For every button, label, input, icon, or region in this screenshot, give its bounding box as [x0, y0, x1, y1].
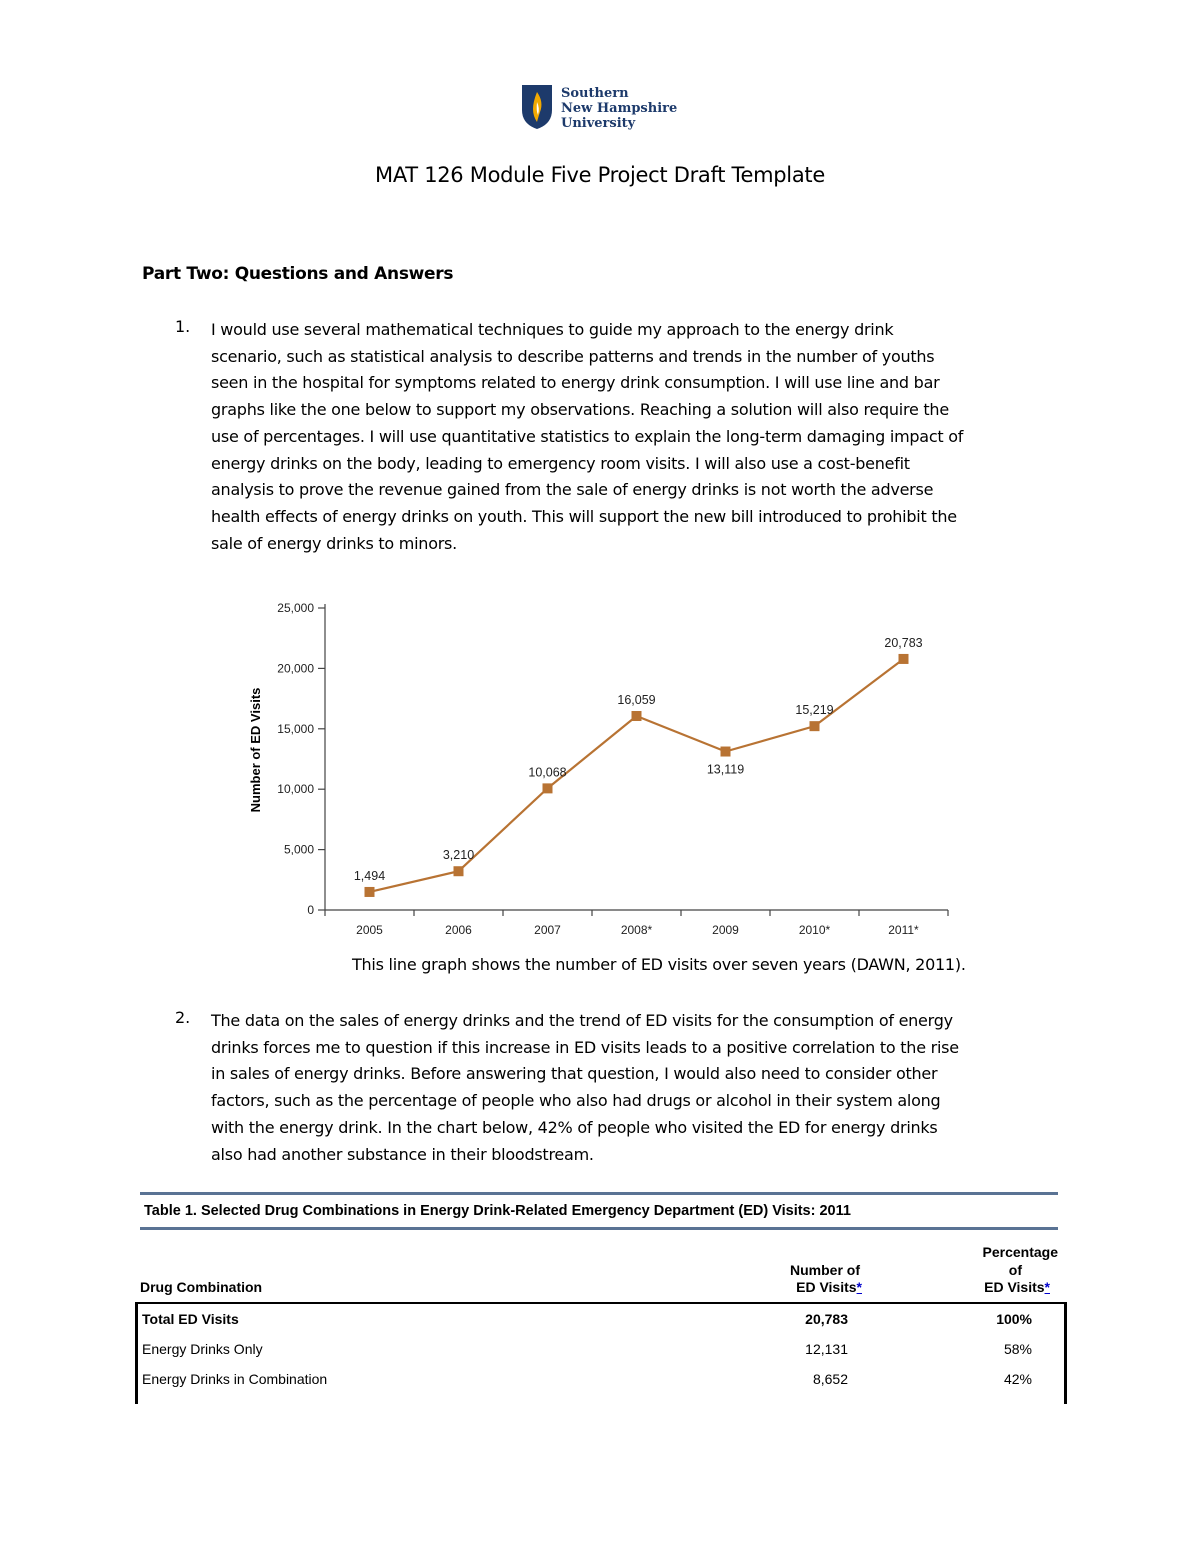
text-line: factors, such as the percentage of people who also had drugs or alcohol in their system along [211, 1091, 941, 1111]
logo-line-3: University [561, 116, 636, 131]
text-line: scenario, such as statistical analysis to describe patterns and trends in the number of youths [211, 346, 935, 366]
text-line: analysis to prove the revenue gained from the sale of energy drinks is not worth the adverse [211, 480, 934, 500]
table-title: Table 1. Selected Drug Combinations in Energy Drink-Related Emergency Department (ED) Visits: 2011 [144, 1203, 851, 1219]
logo-wordmark [561, 86, 677, 131]
flame-shield-icon [521, 84, 553, 130]
series-marks-group [354, 636, 923, 897]
chart-caption: This line graph shows the number of ED visits over seven years (DAWN, 2011). [352, 955, 966, 974]
text-line: drinks forces me to question if this increase in ED visits leads to a positive correlation to the rise [211, 1037, 959, 1057]
column-header-drug-combination: Drug Combination [140, 1279, 263, 1295]
row-label-total: Total ED Visits [142, 1311, 239, 1327]
table-title-rule [140, 1227, 1058, 1230]
data-label: 13,119 [706, 762, 745, 777]
x-tick-label: 2006 [445, 923, 472, 937]
text-line: health effects of energy drinks on youth. This will support the new bill introduced to prohibit the [211, 506, 957, 526]
logo-line-2: New Hampshire [561, 101, 678, 116]
question-1-text [211, 317, 1071, 557]
logo-line-1: Southern [561, 86, 629, 101]
row-percent-combination: 42% [1003, 1371, 1032, 1387]
x-tick-label: 2005 [356, 923, 383, 937]
row-label-energy-only: Energy Drinks Only [142, 1341, 263, 1357]
x-tick-label: 2009 [712, 923, 739, 937]
y-tick-label: 5,000 [283, 842, 314, 857]
column-header-percent-line-3: ED Visits* [984, 1279, 1050, 1295]
text-line: use of percentages. I will use quantitative statistics to explain the long-term damaging impact of [211, 426, 964, 446]
row-percent-energy-only: 58% [1003, 1341, 1032, 1357]
table-body-frame [135, 1302, 1067, 1404]
section-heading: Part Two: Questions and Answers [142, 264, 454, 284]
text-line: energy drinks on the body, leading to emergency room visits. I will also use a cost-benefit [211, 453, 910, 473]
y-tick-label: 20,000 [277, 661, 314, 676]
data-label: 20,783 [884, 635, 923, 650]
question-2-text [211, 1008, 1071, 1168]
row-number-combination: 8,652 [812, 1371, 848, 1387]
x-tick-label: 2010* [798, 923, 831, 937]
column-header-number-line-2: ED Visits* [796, 1279, 862, 1295]
row-percent-total: 100% [996, 1311, 1032, 1327]
data-label: 15,219 [795, 703, 834, 718]
text-line: I would use several mathematical techniques to guide my approach to the energy drink [211, 320, 894, 339]
data-point-marker [365, 887, 375, 897]
column-header-number-line-1: Number of [790, 1262, 860, 1278]
y-tick-label: 10,000 [277, 782, 314, 797]
data-label: 1,494 [353, 868, 386, 883]
text-line: graphs like the one below to support my observations. Reaching a solution will also require the [211, 400, 949, 420]
question-number: 2. [175, 1008, 191, 1027]
data-point-marker [721, 747, 731, 757]
y-tick-label: 25,000 [277, 601, 314, 615]
y-axis-label: Number of ED Visits [248, 687, 263, 813]
data-point-marker [543, 783, 553, 793]
text-line: seen in the hospital for symptoms related to energy drink consumption. I will use line and bar [211, 373, 940, 393]
data-point-marker [810, 721, 820, 731]
row-number-total: 20,783 [805, 1311, 848, 1327]
text-line: The data on the sales of energy drinks and the trend of ED visits for the consumption of energy [211, 1011, 953, 1030]
row-label-combination: Energy Drinks in Combination [142, 1371, 328, 1387]
column-header-percent-line-2: of [1008, 1262, 1022, 1278]
data-point-marker [899, 654, 909, 664]
text-line: sale of energy drinks to minors. [211, 533, 457, 553]
data-point-marker [454, 866, 464, 876]
data-label: 3,210 [442, 848, 475, 863]
text-line: in sales of energy drinks. Before answering that question, I would also need to consider other [211, 1064, 938, 1084]
data-point-marker [632, 711, 642, 721]
text-line: with the energy drink. In the chart below, 42% of people who visited the ED for energy drinks [211, 1117, 938, 1137]
footnote-link[interactable]: * [1044, 1279, 1050, 1295]
university-logo [521, 84, 691, 134]
chart-axes [277, 601, 948, 937]
column-header-percent-line-1: Percentage [982, 1244, 1058, 1260]
ed-visits-line-chart [240, 590, 960, 950]
y-tick-label: 15,000 [277, 721, 314, 736]
text-line: also had another substance in their bloodstream. [211, 1144, 594, 1164]
x-tick-label: 2007 [534, 923, 561, 937]
question-number: 1. [175, 317, 191, 336]
y-tick-label: 0 [307, 903, 314, 917]
footnote-link[interactable]: * [856, 1279, 862, 1295]
data-label: 10,068 [528, 765, 567, 780]
x-tick-label: 2008* [620, 923, 653, 937]
data-label: 16,059 [617, 693, 656, 708]
x-tick-label: 2011* [888, 923, 919, 937]
table-top-rule [140, 1192, 1058, 1195]
row-number-energy-only: 12,131 [805, 1341, 848, 1357]
document-title: MAT 126 Module Five Project Draft Template [375, 163, 825, 187]
